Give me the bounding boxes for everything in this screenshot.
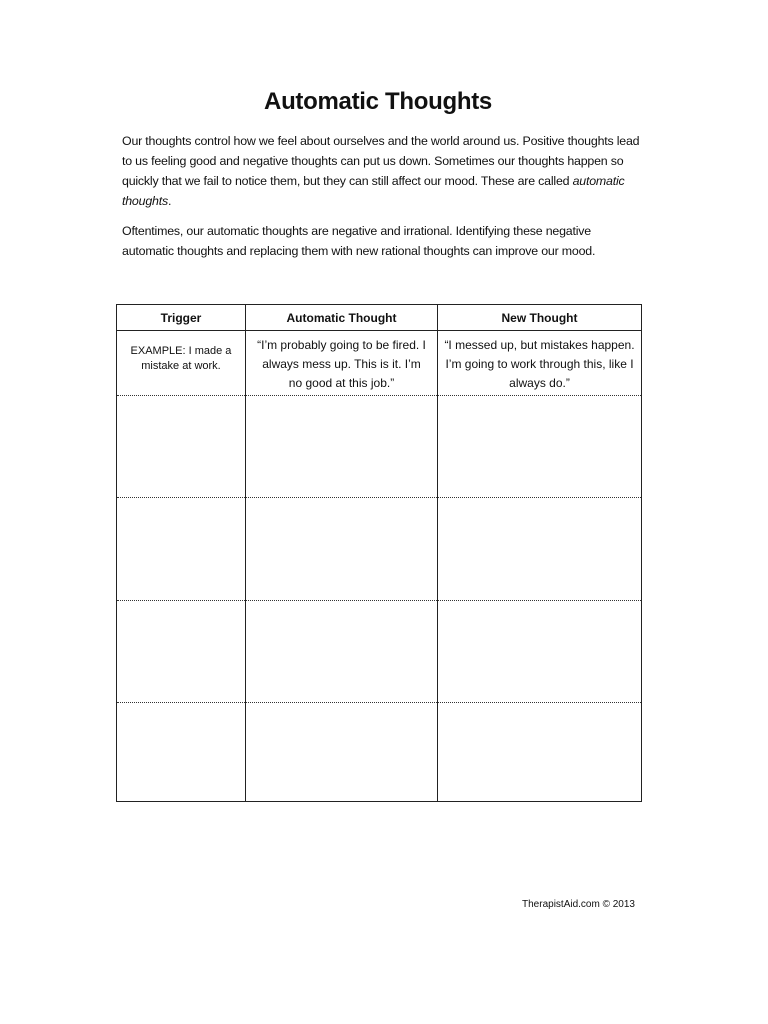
page-title: Automatic Thoughts bbox=[264, 88, 492, 115]
header-new-thought: New Thought bbox=[501, 310, 578, 325]
trigger-input-cell[interactable] bbox=[117, 600, 246, 702]
copyright-footer: TherapistAid.com © 2013 bbox=[522, 899, 635, 910]
automatic-thought-input-cell[interactable] bbox=[246, 702, 438, 801]
example-automatic-thought-cell: “I’m probably going to be fired. I always mess up. This is it. I’m no good at this job.” bbox=[246, 330, 438, 395]
example-row bbox=[117, 330, 641, 396]
header-trigger: Trigger bbox=[117, 305, 246, 330]
intro-paragraph-1 bbox=[122, 131, 640, 211]
automatic-thought-input-cell[interactable] bbox=[246, 600, 438, 702]
header-automatic-thought: Automatic Thought bbox=[246, 305, 438, 330]
trigger-input-cell[interactable] bbox=[117, 497, 246, 600]
trigger-input-cell[interactable] bbox=[117, 395, 246, 497]
new-thought-input-cell[interactable] bbox=[438, 600, 641, 702]
table-row bbox=[117, 497, 641, 601]
table-header-row bbox=[117, 305, 641, 331]
trigger-input-cell[interactable] bbox=[117, 702, 246, 801]
intro-paragraph-1-end: . bbox=[167, 194, 172, 208]
automatic-thought-input-cell[interactable] bbox=[246, 497, 438, 600]
intro-paragraph-1-text: Our thoughts control how we feel about ourselves and the world around us. Positive thoughts lead to us feeling good and negative thoughts can put us down. Sometimes our thoughts happen so quickly that we fail to notice them, but they can still affect our mood. These are called bbox=[122, 134, 640, 188]
automatic-thoughts-term: automatic thoughts bbox=[122, 174, 625, 208]
intro-paragraph-2: Oftentimes, our automatic thoughts are negative and irrational. Identifying these negative automatic thoughts and replacing them with new rational thoughts can improve our mood. bbox=[122, 224, 596, 258]
table-row bbox=[117, 702, 641, 801]
new-thought-input-cell[interactable] bbox=[438, 497, 641, 600]
table-row bbox=[117, 395, 641, 498]
new-thought-input-cell[interactable] bbox=[438, 395, 641, 497]
new-thought-input-cell[interactable] bbox=[438, 702, 641, 801]
automatic-thoughts-worksheet-table bbox=[116, 304, 642, 802]
table-row bbox=[117, 600, 641, 703]
example-trigger-cell: EXAMPLE: I made a mistake at work. bbox=[117, 330, 246, 395]
example-new-thought-cell: “I messed up, but mistakes happen. I’m going to work through this, like I always do.” bbox=[444, 338, 635, 390]
automatic-thought-input-cell[interactable] bbox=[246, 395, 438, 497]
